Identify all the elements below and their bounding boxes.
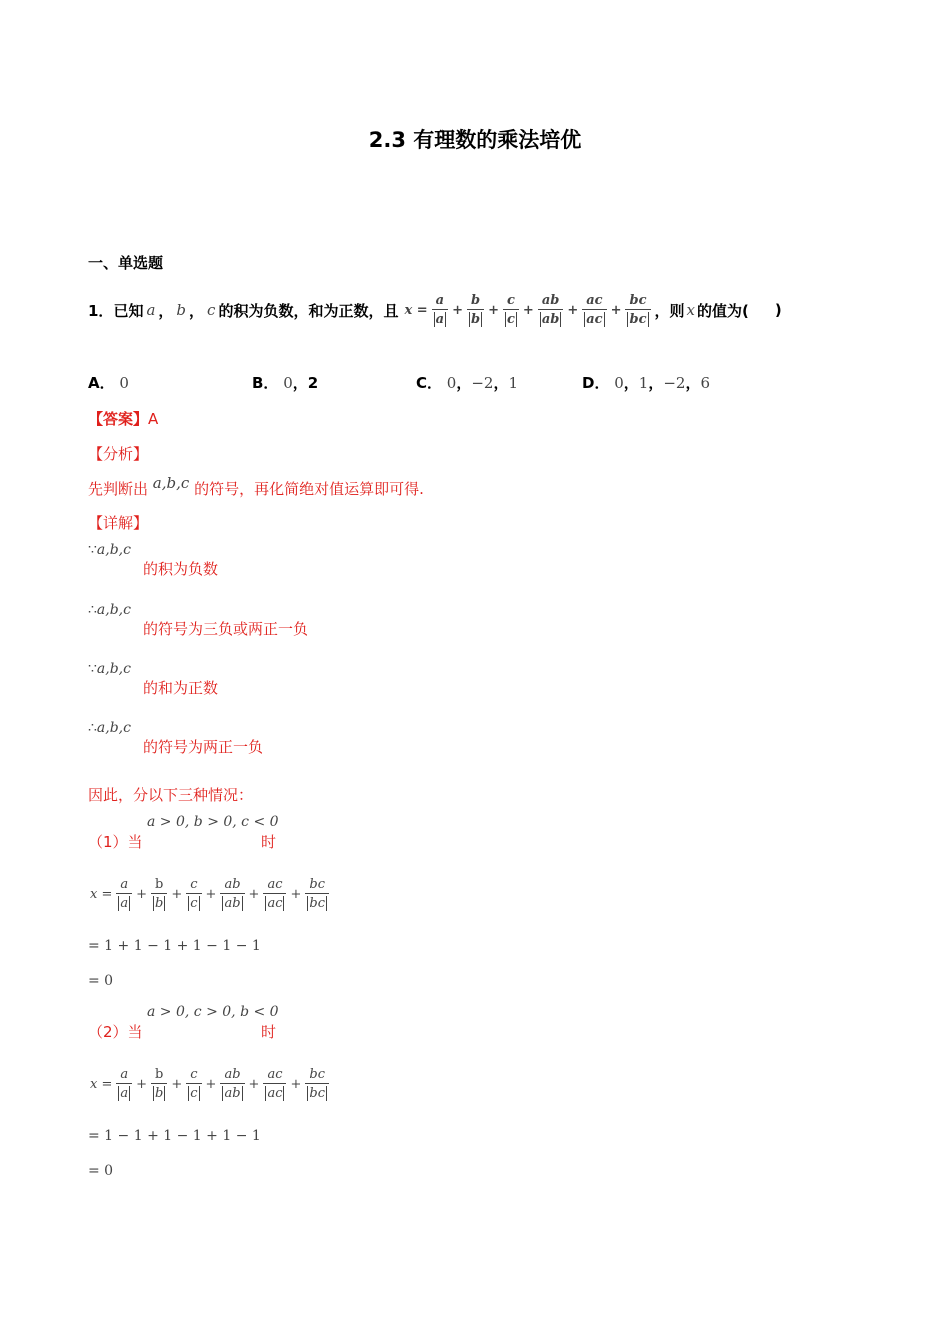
denominator xyxy=(263,1083,286,1102)
plus: + xyxy=(205,1076,217,1092)
abs-value: b xyxy=(155,1086,164,1101)
fraction-a xyxy=(116,1066,132,1102)
plus: + xyxy=(136,886,148,902)
analysis-text-1: 先判断出 xyxy=(88,480,149,498)
because-symbol: ∵ xyxy=(88,661,97,677)
page-title: 2.3 有理数的乘法培优 xyxy=(368,128,582,152)
abs-value: b xyxy=(155,896,164,911)
case-1-line-2: = 0 xyxy=(88,973,114,989)
numerator: ab xyxy=(224,1067,241,1082)
therefore-symbol: ∴ xyxy=(88,602,97,618)
numerator: a xyxy=(120,877,129,892)
plus: + xyxy=(522,302,534,318)
numerator: b xyxy=(155,1067,164,1082)
option-value: 1 xyxy=(508,374,519,392)
denominator xyxy=(220,1083,244,1102)
question-formula xyxy=(402,292,652,328)
question-1 xyxy=(88,288,782,332)
denominator xyxy=(151,893,167,912)
option-value: 0 xyxy=(283,374,293,392)
abs-value: bc xyxy=(309,1086,325,1101)
step-vars: a,b,c xyxy=(96,602,131,618)
numerator: c xyxy=(190,1067,198,1082)
fraction-ac xyxy=(263,876,286,912)
option-b[interactable] xyxy=(252,372,318,393)
detail-step-4-text: 的符号为两正一负 xyxy=(143,738,264,756)
fraction-c xyxy=(186,1066,201,1102)
separator: ， xyxy=(189,301,205,320)
denominator xyxy=(263,893,286,912)
question-text-4: 的值为( xyxy=(696,301,749,320)
formula xyxy=(88,876,331,912)
analysis-label: 【分析】 xyxy=(88,445,149,463)
fraction-bc xyxy=(625,292,650,328)
denominator xyxy=(186,1083,201,1102)
abs-value: c xyxy=(506,312,515,327)
plus: + xyxy=(290,1076,302,1092)
plus: + xyxy=(248,1076,260,1092)
question-text-2: 的积为负数，和为正数，且 xyxy=(218,301,399,320)
detail-step-1-text: 的积为负数 xyxy=(143,560,219,578)
option-value: 0 xyxy=(446,374,457,392)
plus: + xyxy=(567,302,579,318)
abs-value: bc xyxy=(629,312,647,327)
denominator xyxy=(582,309,606,328)
case-1-when: 时 xyxy=(261,833,277,851)
numerator: a xyxy=(435,293,445,308)
case-2-when: 时 xyxy=(261,1023,277,1041)
detail-step-1-math xyxy=(88,542,131,558)
numerator: bc xyxy=(629,293,647,308)
option-value: 0 xyxy=(614,374,624,392)
numerator: ac xyxy=(267,1067,283,1082)
case-1-formula xyxy=(88,876,331,912)
section-heading: 一、单选题 xyxy=(88,254,164,272)
case-1-condition: a > 0, b > 0, c < 0 xyxy=(147,814,279,830)
question-text-5: ) xyxy=(774,301,782,319)
numerator: ac xyxy=(586,293,603,308)
plus: + xyxy=(290,886,302,902)
var-c: c xyxy=(207,301,216,319)
formula xyxy=(88,1066,331,1102)
x-equals: x = xyxy=(90,886,113,902)
denominator xyxy=(538,309,564,328)
separator: ， xyxy=(493,374,509,392)
option-value: −2 xyxy=(471,374,494,392)
step-vars: a,b,c xyxy=(96,542,131,558)
numerator: b xyxy=(155,877,164,892)
var-x: x xyxy=(686,301,695,319)
denominator xyxy=(186,893,201,912)
abs-value: c xyxy=(190,1086,198,1101)
question-text-3: ，则 xyxy=(654,301,685,320)
numerator: c xyxy=(190,877,198,892)
fraction-ac xyxy=(582,292,606,328)
fraction-ab xyxy=(220,876,244,912)
case-2-line-2: = 0 xyxy=(88,1163,114,1179)
denominator xyxy=(305,1083,329,1102)
var-b: b xyxy=(176,301,187,319)
plus: + xyxy=(452,302,463,318)
case-2-formula xyxy=(88,1066,331,1102)
abs-value: bc xyxy=(309,896,325,911)
separator: ， xyxy=(648,374,664,392)
fraction-bc xyxy=(305,876,329,912)
option-value: 1 xyxy=(638,374,649,392)
option-label: A． xyxy=(88,374,115,392)
separator: ， xyxy=(623,374,639,392)
numerator: ab xyxy=(541,293,560,308)
denominator xyxy=(625,309,650,328)
denominator xyxy=(151,1083,167,1102)
abs-value: b xyxy=(470,312,481,327)
abs-value: a xyxy=(120,1086,129,1101)
abs-value: a xyxy=(435,312,445,327)
analysis-text-2: 的符号，再化简绝对值运算即可得. xyxy=(194,480,424,498)
abs-value: ab xyxy=(224,1086,241,1101)
question-text-1: 已知 xyxy=(113,301,144,320)
option-value: −2 xyxy=(663,374,686,392)
therefore-symbol: ∴ xyxy=(88,720,97,736)
analysis-text xyxy=(88,474,424,499)
fraction-ac xyxy=(263,1066,286,1102)
option-label: D． xyxy=(582,374,610,392)
fraction-c xyxy=(186,876,201,912)
detail-label: 【详解】 xyxy=(88,514,149,532)
numerator: b xyxy=(470,293,481,308)
answer-value: A xyxy=(148,410,159,428)
case-1-line-1: = 1 + 1 − 1 + 1 − 1 − 1 xyxy=(88,938,261,954)
separator: ， xyxy=(456,374,472,392)
abs-value: ab xyxy=(224,896,241,911)
because-symbol: ∵ xyxy=(88,542,97,558)
x-equals: x = xyxy=(90,1076,113,1092)
plus: + xyxy=(171,1076,183,1092)
case-1-label: （1）当 xyxy=(88,833,143,851)
plus: + xyxy=(610,302,622,318)
fraction-ab xyxy=(538,292,564,328)
plus: + xyxy=(136,1076,148,1092)
fraction-b xyxy=(151,876,167,912)
case-2-line-1: = 1 − 1 + 1 − 1 + 1 − 1 xyxy=(88,1128,261,1144)
abs-value: ac xyxy=(586,312,603,327)
numerator: a xyxy=(120,1067,129,1082)
analysis-vars: a,b,c xyxy=(152,474,190,492)
plus: + xyxy=(205,886,217,902)
denominator xyxy=(220,893,244,912)
step-vars: a,b,c xyxy=(96,661,131,677)
denominator xyxy=(467,309,484,328)
case-2-condition: a > 0, c > 0, b < 0 xyxy=(147,1004,279,1020)
fraction-c xyxy=(503,292,519,328)
detail-step-4-math xyxy=(88,720,131,736)
option-c[interactable] xyxy=(416,372,518,393)
numerator: ab xyxy=(224,877,241,892)
separator: ， xyxy=(158,301,174,320)
plus: + xyxy=(248,886,260,902)
fraction-bc xyxy=(305,1066,329,1102)
fraction-b xyxy=(467,292,484,328)
detail-step-2-text: 的符号为三负或两正一负 xyxy=(143,620,309,638)
separator: ， xyxy=(292,374,308,392)
question-number: 1． xyxy=(88,301,114,320)
abs-value: a xyxy=(120,896,129,911)
plus: + xyxy=(171,886,183,902)
denominator xyxy=(116,1083,132,1102)
option-label: C． xyxy=(416,374,443,392)
fraction-a xyxy=(432,292,448,328)
abs-value: ac xyxy=(267,1086,283,1101)
fraction-ab xyxy=(220,1066,244,1102)
detail-step-3-math xyxy=(88,661,131,677)
abs-value: ab xyxy=(541,312,560,327)
abs-value: ac xyxy=(267,896,283,911)
denominator xyxy=(432,309,448,328)
fraction-b xyxy=(151,1066,167,1102)
detail-step-2-math xyxy=(88,602,131,618)
step-vars: a,b,c xyxy=(96,720,131,736)
numerator: ac xyxy=(267,877,283,892)
option-d[interactable] xyxy=(582,372,710,393)
detail-step-3-text: 的和为正数 xyxy=(143,679,219,697)
denominator xyxy=(305,893,329,912)
x-equals: x = xyxy=(404,302,428,318)
denominator xyxy=(503,309,519,328)
option-value: 6 xyxy=(700,374,711,392)
plus: + xyxy=(488,302,499,318)
option-a[interactable] xyxy=(88,372,129,393)
cases-intro: 因此，分以下三种情况： xyxy=(88,786,254,804)
fraction-a xyxy=(116,876,132,912)
numerator: bc xyxy=(309,1067,325,1082)
option-label: B． xyxy=(252,374,279,392)
option-value: 0 xyxy=(119,374,129,392)
denominator xyxy=(116,893,132,912)
var-a: a xyxy=(146,301,156,319)
numerator: c xyxy=(506,293,515,308)
numerator: bc xyxy=(309,877,325,892)
abs-value: c xyxy=(190,896,198,911)
case-2-label: （2）当 xyxy=(88,1023,143,1041)
answer-label: 【答案】 xyxy=(88,410,149,428)
separator: ， xyxy=(685,374,701,392)
answer xyxy=(88,408,158,429)
option-value: 2 xyxy=(307,374,319,392)
